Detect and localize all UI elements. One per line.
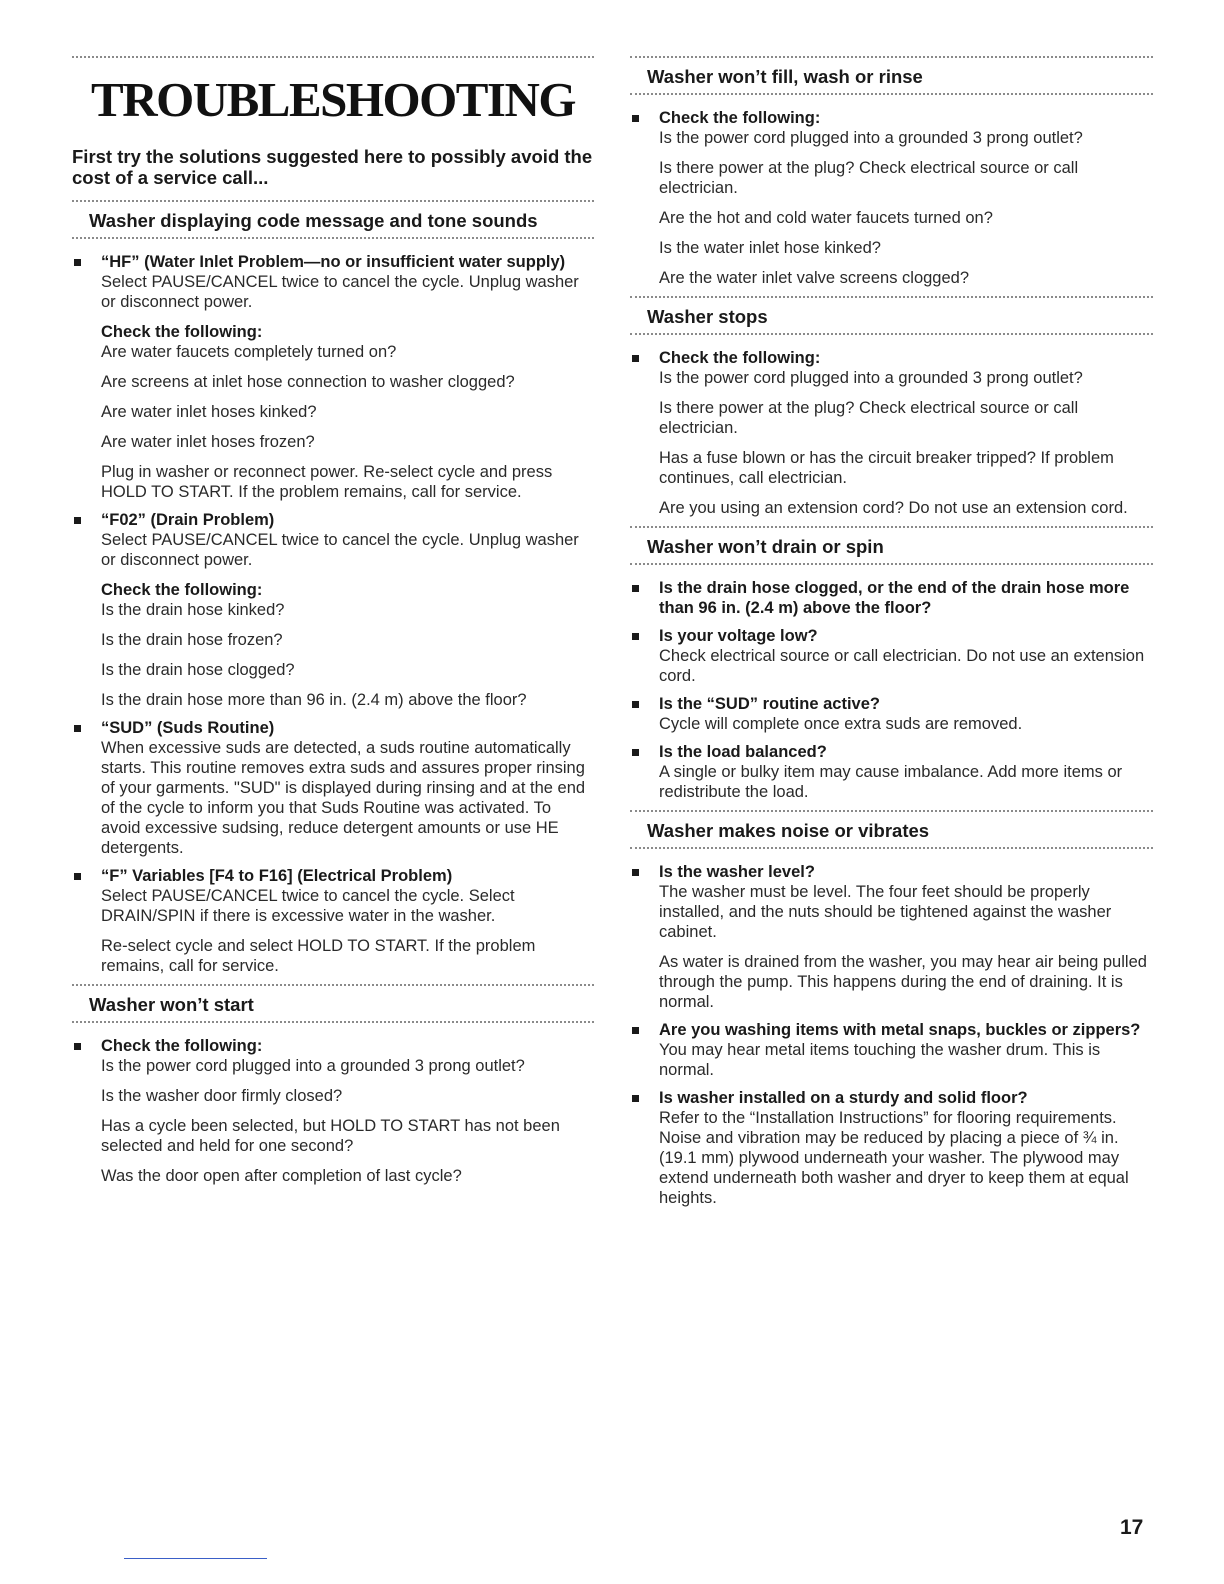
check-text: Are water faucets completely turned on?	[101, 343, 397, 361]
item-title: “SUD” (Suds Routine)	[101, 719, 275, 737]
item-text: Check electrical source or call electrician. Do not use an extension cord.	[659, 647, 1145, 685]
item-text: Refer to the “Installation Instructions” for flooring requirements. Noise and vibration may be reduced by placing a piece of ¾ in. (19.1 mm) plywood underneath your washer. The plywood may extend underneath both washer and dryer to keep them at equal heights.	[659, 1109, 1129, 1207]
square-bullet-icon	[74, 259, 81, 266]
square-bullet-icon	[632, 869, 639, 876]
check-text: Is the drain hose kinked?	[101, 601, 285, 619]
top-rule	[72, 56, 594, 58]
list-item	[630, 694, 1153, 734]
check-text: Is the drain hose clogged?	[101, 661, 295, 679]
square-bullet-icon	[632, 355, 639, 362]
item-title: Is your voltage low?	[659, 627, 818, 645]
item-text: When excessive suds are detected, a suds routine automatically starts. This routine removes extra suds and assures proper rinsing of your garments. "SUD" is displayed during rinsing and at the end of the cycle to inform you that Suds Routine was activated. To avoid excessive sudsing, reduce detergent amounts or use HE detergents.	[101, 739, 586, 857]
list-item	[72, 252, 594, 502]
footer-link-line	[124, 1558, 267, 1559]
square-bullet-icon	[74, 725, 81, 732]
item-text: Is the power cord plugged into a grounded 3 prong outlet?	[101, 1057, 525, 1075]
check-text: Are water inlet hoses kinked?	[101, 403, 317, 421]
item-title: Is the drain hose clogged, or the end of the drain hose more than 96 in. (2.4 m) above the floor?	[659, 579, 1130, 617]
list-item	[630, 1020, 1153, 1080]
intro-text: First try the solutions suggested here to possibly avoid the cost of a service call...	[72, 146, 593, 188]
square-bullet-icon	[632, 749, 639, 756]
list-item	[72, 866, 594, 976]
item-text: Select PAUSE/CANCEL twice to cancel the cycle. Unplug washer or disconnect power.	[101, 273, 579, 311]
item-text: A single or bulky item may cause imbalance. Add more items or redistribute the load.	[659, 763, 1123, 801]
item-text: Select PAUSE/CANCEL twice to cancel the cycle. Unplug washer or disconnect power.	[101, 531, 579, 569]
square-bullet-icon	[632, 585, 639, 592]
list-item	[630, 626, 1153, 686]
item-title: Is the washer level?	[659, 863, 815, 881]
item-title: Is washer installed on a sturdy and solid floor?	[659, 1089, 1028, 1107]
section-body	[630, 849, 1153, 1208]
list-item	[630, 1088, 1153, 1208]
page-number: 17	[1120, 1516, 1144, 1539]
item-text: Are the water inlet valve screens clogged?	[659, 269, 970, 287]
item-text: Is the water inlet hose kinked?	[659, 239, 881, 257]
troubleshooting-section	[72, 200, 594, 976]
check-heading: Check the following:	[101, 323, 263, 341]
troubleshooting-section	[72, 984, 594, 1186]
section-body	[630, 335, 1153, 518]
section-body	[630, 565, 1153, 802]
troubleshooting-section	[630, 526, 1153, 802]
check-text: Are screens at inlet hose connection to washer clogged?	[101, 373, 515, 391]
section-heading: Washer won’t start	[89, 994, 254, 1015]
item-title: Check the following:	[659, 349, 821, 367]
section-heading: Washer won’t drain or spin	[647, 536, 884, 557]
item-title: “HF” (Water Inlet Problem—no or insufficient water supply)	[101, 253, 566, 271]
square-bullet-icon	[74, 1043, 81, 1050]
item-title: “F” Variables [F4 to F16] (Electrical Problem)	[101, 867, 453, 885]
item-text: Are you using an extension cord? Do not use an extension cord.	[659, 499, 1128, 517]
troubleshooting-section	[630, 810, 1153, 1208]
item-text: As water is drained from the washer, you may hear air being pulled through the pump. This happens during the end of draining. It is normal.	[659, 953, 1147, 1011]
item-text: Are the hot and cold water faucets turned on?	[659, 209, 993, 227]
item-title: Is the load balanced?	[659, 743, 827, 761]
section-body	[72, 239, 594, 976]
list-item	[630, 108, 1153, 288]
square-bullet-icon	[632, 701, 639, 708]
square-bullet-icon	[632, 1095, 639, 1102]
troubleshooting-section	[630, 56, 1153, 288]
check-text: Are water inlet hoses frozen?	[101, 433, 315, 451]
left-column	[72, 56, 594, 1194]
section-body	[72, 1023, 594, 1186]
list-item	[630, 578, 1153, 618]
list-item	[72, 1036, 594, 1186]
item-text: Is the power cord plugged into a grounded 3 prong outlet?	[659, 129, 1083, 147]
section-heading: Washer stops	[647, 306, 768, 327]
page-title: TROUBLESHOOTING	[91, 72, 575, 127]
troubleshooting-section	[630, 296, 1153, 518]
right-sections	[630, 56, 1153, 1208]
left-sections	[72, 200, 594, 1186]
item-text: Is there power at the plug? Check electrical source or call electrician.	[659, 399, 1079, 437]
list-item	[630, 862, 1153, 1012]
item-title: Is the “SUD” routine active?	[659, 695, 880, 713]
item-title: Check the following:	[659, 109, 821, 127]
section-heading: Washer makes noise or vibrates	[647, 820, 930, 841]
item-text: Is the washer door firmly closed?	[101, 1087, 343, 1105]
list-item	[630, 742, 1153, 802]
item-text: Was the door open after completion of last cycle?	[101, 1167, 462, 1185]
item-text: Has a cycle been selected, but HOLD TO START has not been selected and held for one second?	[101, 1117, 560, 1155]
item-text: Cycle will complete once extra suds are removed.	[659, 715, 1023, 733]
check-heading: Check the following:	[101, 581, 263, 599]
check-text: Is the drain hose more than 96 in. (2.4 m) above the floor?	[101, 691, 527, 709]
item-text: Select PAUSE/CANCEL twice to cancel the cycle. Select DRAIN/SPIN if there is excessive water in the washer.	[101, 887, 515, 925]
list-item	[72, 718, 594, 858]
right-column	[630, 56, 1153, 1216]
item-title: Check the following:	[101, 1037, 263, 1055]
square-bullet-icon	[632, 633, 639, 640]
item-title: “F02” (Drain Problem)	[101, 511, 275, 529]
section-heading: Washer won’t fill, wash or rinse	[647, 66, 923, 87]
section-body	[630, 95, 1153, 288]
section-heading: Washer displaying code message and tone sounds	[89, 210, 538, 231]
square-bullet-icon	[74, 517, 81, 524]
item-text: Has a fuse blown or has the circuit breaker tripped? If problem continues, call electrician.	[659, 449, 1114, 487]
item-text: Re-select cycle and select HOLD TO START. If the problem remains, call for service.	[101, 937, 536, 975]
check-text: Is the drain hose frozen?	[101, 631, 283, 649]
square-bullet-icon	[632, 1027, 639, 1034]
item-text: You may hear metal items touching the washer drum. This is normal.	[659, 1041, 1101, 1079]
item-text: Is the power cord plugged into a grounded 3 prong outlet?	[659, 369, 1083, 387]
item-text: The washer must be level. The four feet should be properly installed, and the nuts should be tightened against the washer cabinet.	[659, 883, 1112, 941]
check-text: Plug in washer or reconnect power. Re-select cycle and press HOLD TO START. If the problem remains, call for service.	[101, 463, 553, 501]
square-bullet-icon	[632, 115, 639, 122]
list-item	[72, 510, 594, 710]
item-title: Are you washing items with metal snaps, buckles or zippers?	[659, 1021, 1141, 1039]
square-bullet-icon	[74, 873, 81, 880]
list-item	[630, 348, 1153, 518]
item-text: Is there power at the plug? Check electrical source or call electrician.	[659, 159, 1079, 197]
